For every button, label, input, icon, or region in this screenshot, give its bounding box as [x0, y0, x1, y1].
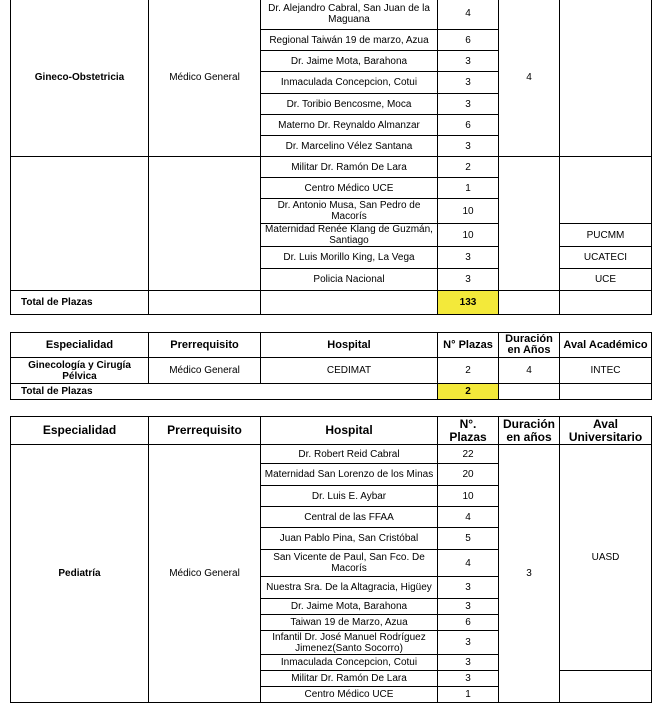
hospital-cell: Dr. Marcelino Vélez Santana	[261, 136, 438, 157]
total-value: 2	[438, 384, 499, 400]
hospital-cell: Dr. Antonio Musa, San Pedro de Macorís	[261, 199, 438, 224]
header-duracion: Duración en Años	[499, 333, 560, 358]
aval-cell-empty	[560, 671, 652, 703]
total-empty	[261, 291, 438, 315]
header-aval: Aval Universitario	[560, 417, 652, 445]
plazas-cell: 3	[438, 577, 499, 599]
header-duracion: Duración en años	[499, 417, 560, 445]
plazas-cell: 3	[438, 51, 499, 72]
specialty-cell: Gineco-Obstetricia	[11, 0, 149, 157]
plazas-cell: 3	[438, 599, 499, 615]
hospital-cell: CEDIMAT	[261, 358, 438, 384]
hospital-cell: Dr. Jaime Mota, Barahona	[261, 51, 438, 72]
header-especialidad: Especialidad	[11, 333, 149, 358]
prerequisite-cell: Médico General	[149, 0, 261, 157]
hospital-cell: Centro Médico UCE	[261, 687, 438, 703]
aval-cell: UCE	[560, 269, 652, 291]
header-plazas: N° Plazas	[438, 333, 499, 358]
hospital-cell: Dr. Toribio Bencosme, Moca	[261, 94, 438, 115]
aval-cell: INTEC	[560, 358, 652, 384]
plazas-cell: 4	[438, 550, 499, 577]
plazas-cell: 3	[438, 136, 499, 157]
duration-cell-empty	[499, 157, 560, 291]
plazas-cell: 1	[438, 687, 499, 703]
hospital-cell: Regional Taiwán 19 de marzo, Azua	[261, 30, 438, 51]
hospital-cell: Dr. Luis E. Aybar	[261, 486, 438, 507]
plazas-cell: 6	[438, 115, 499, 136]
plazas-cell: 4	[438, 0, 499, 30]
specialty-cell: Ginecología y Cirugía Pélvica	[11, 358, 149, 384]
total-empty	[499, 291, 560, 315]
duration-cell: 4	[499, 358, 560, 384]
prerequisite-cell: Médico General	[149, 358, 261, 384]
header-plazas: N°. Plazas	[438, 417, 499, 445]
plazas-cell: 2	[438, 358, 499, 384]
hospital-cell: Nuestra Sra. De la Altagracia, Higüey	[261, 577, 438, 599]
plazas-cell: 3	[438, 655, 499, 671]
duration-cell: 3	[499, 445, 560, 703]
plazas-cell: 10	[438, 486, 499, 507]
plazas-cell: 5	[438, 528, 499, 550]
specialty-cell-empty	[11, 157, 149, 291]
hospital-cell: Policia Nacional	[261, 269, 438, 291]
hospital-cell: San Vicente de Paul, San Fco. De Macorís	[261, 550, 438, 577]
hospital-cell: Maternidad San Lorenzo de los Minas	[261, 464, 438, 486]
plazas-cell: 6	[438, 30, 499, 51]
hospital-cell: Juan Pablo Pina, San Cristóbal	[261, 528, 438, 550]
plazas-cell: 3	[438, 269, 499, 291]
aval-cell: UASD	[560, 445, 652, 671]
hospital-cell: Militar Dr. Ramón De Lara	[261, 157, 438, 178]
total-empty	[560, 384, 652, 400]
header-hospital: Hospital	[261, 417, 438, 445]
hospital-cell: Materno Dr. Reynaldo Almanzar	[261, 115, 438, 136]
plazas-cell: 3	[438, 671, 499, 687]
prerequisite-cell: Médico General	[149, 445, 261, 703]
plazas-cell: 10	[438, 224, 499, 247]
aval-cell-empty	[560, 157, 652, 224]
plazas-cell: 10	[438, 199, 499, 224]
plazas-cell: 20	[438, 464, 499, 486]
gineco-table	[10, 0, 652, 315]
aval-cell: UCATECI	[560, 247, 652, 269]
hospital-cell: Inmaculada Concepcion, Cotui	[261, 72, 438, 94]
header-prerrequisito: Prerrequisito	[149, 417, 261, 445]
plazas-cell: 3	[438, 94, 499, 115]
header-especialidad: Especialidad	[11, 417, 149, 445]
header-prerrequisito: Prerrequisito	[149, 333, 261, 358]
header-hospital: Hospital	[261, 333, 438, 358]
hospital-cell: Maternidad Renée Klang de Guzmán, Santiago	[261, 224, 438, 247]
aval-cell: PUCMM	[560, 224, 652, 247]
total-label: Total de Plazas	[11, 291, 149, 315]
hospital-cell: Militar Dr. Ramón De Lara	[261, 671, 438, 687]
plazas-cell: 3	[438, 247, 499, 269]
hospital-cell: Dr. Jaime Mota, Barahona	[261, 599, 438, 615]
plazas-cell: 3	[438, 631, 499, 655]
duration-cell: 4	[499, 0, 560, 157]
hospital-cell: Central de las FFAA	[261, 507, 438, 528]
cirugia-pelvica-table	[10, 332, 652, 400]
aval-cell	[560, 0, 652, 157]
prerequisite-cell-empty	[149, 157, 261, 291]
specialty-cell: Pediatría	[11, 445, 149, 703]
header-aval: Aval Académico	[560, 333, 652, 358]
total-value: 133	[438, 291, 499, 315]
plazas-cell: 4	[438, 507, 499, 528]
pediatria-table	[10, 416, 652, 703]
hospital-cell: Inmaculada Concepcion, Cotui	[261, 655, 438, 671]
plazas-cell: 2	[438, 157, 499, 178]
total-empty	[149, 291, 261, 315]
plazas-cell: 22	[438, 445, 499, 464]
total-label: Total de Plazas	[11, 384, 438, 400]
plazas-cell: 6	[438, 615, 499, 631]
hospital-cell: Centro Médico UCE	[261, 178, 438, 199]
plazas-cell: 3	[438, 72, 499, 94]
total-empty	[560, 291, 652, 315]
hospital-cell: Dr. Luis Morillo King, La Vega	[261, 247, 438, 269]
plazas-cell: 1	[438, 178, 499, 199]
hospital-cell: Dr. Alejandro Cabral, San Juan de la Maguana	[261, 0, 438, 30]
hospital-cell: Taiwan 19 de Marzo, Azua	[261, 615, 438, 631]
total-empty	[499, 384, 560, 400]
hospital-cell: Dr. Robert Reid Cabral	[261, 445, 438, 464]
hospital-cell: Infantil Dr. José Manuel Rodríguez Jimenez(Santo Socorro)	[261, 631, 438, 655]
